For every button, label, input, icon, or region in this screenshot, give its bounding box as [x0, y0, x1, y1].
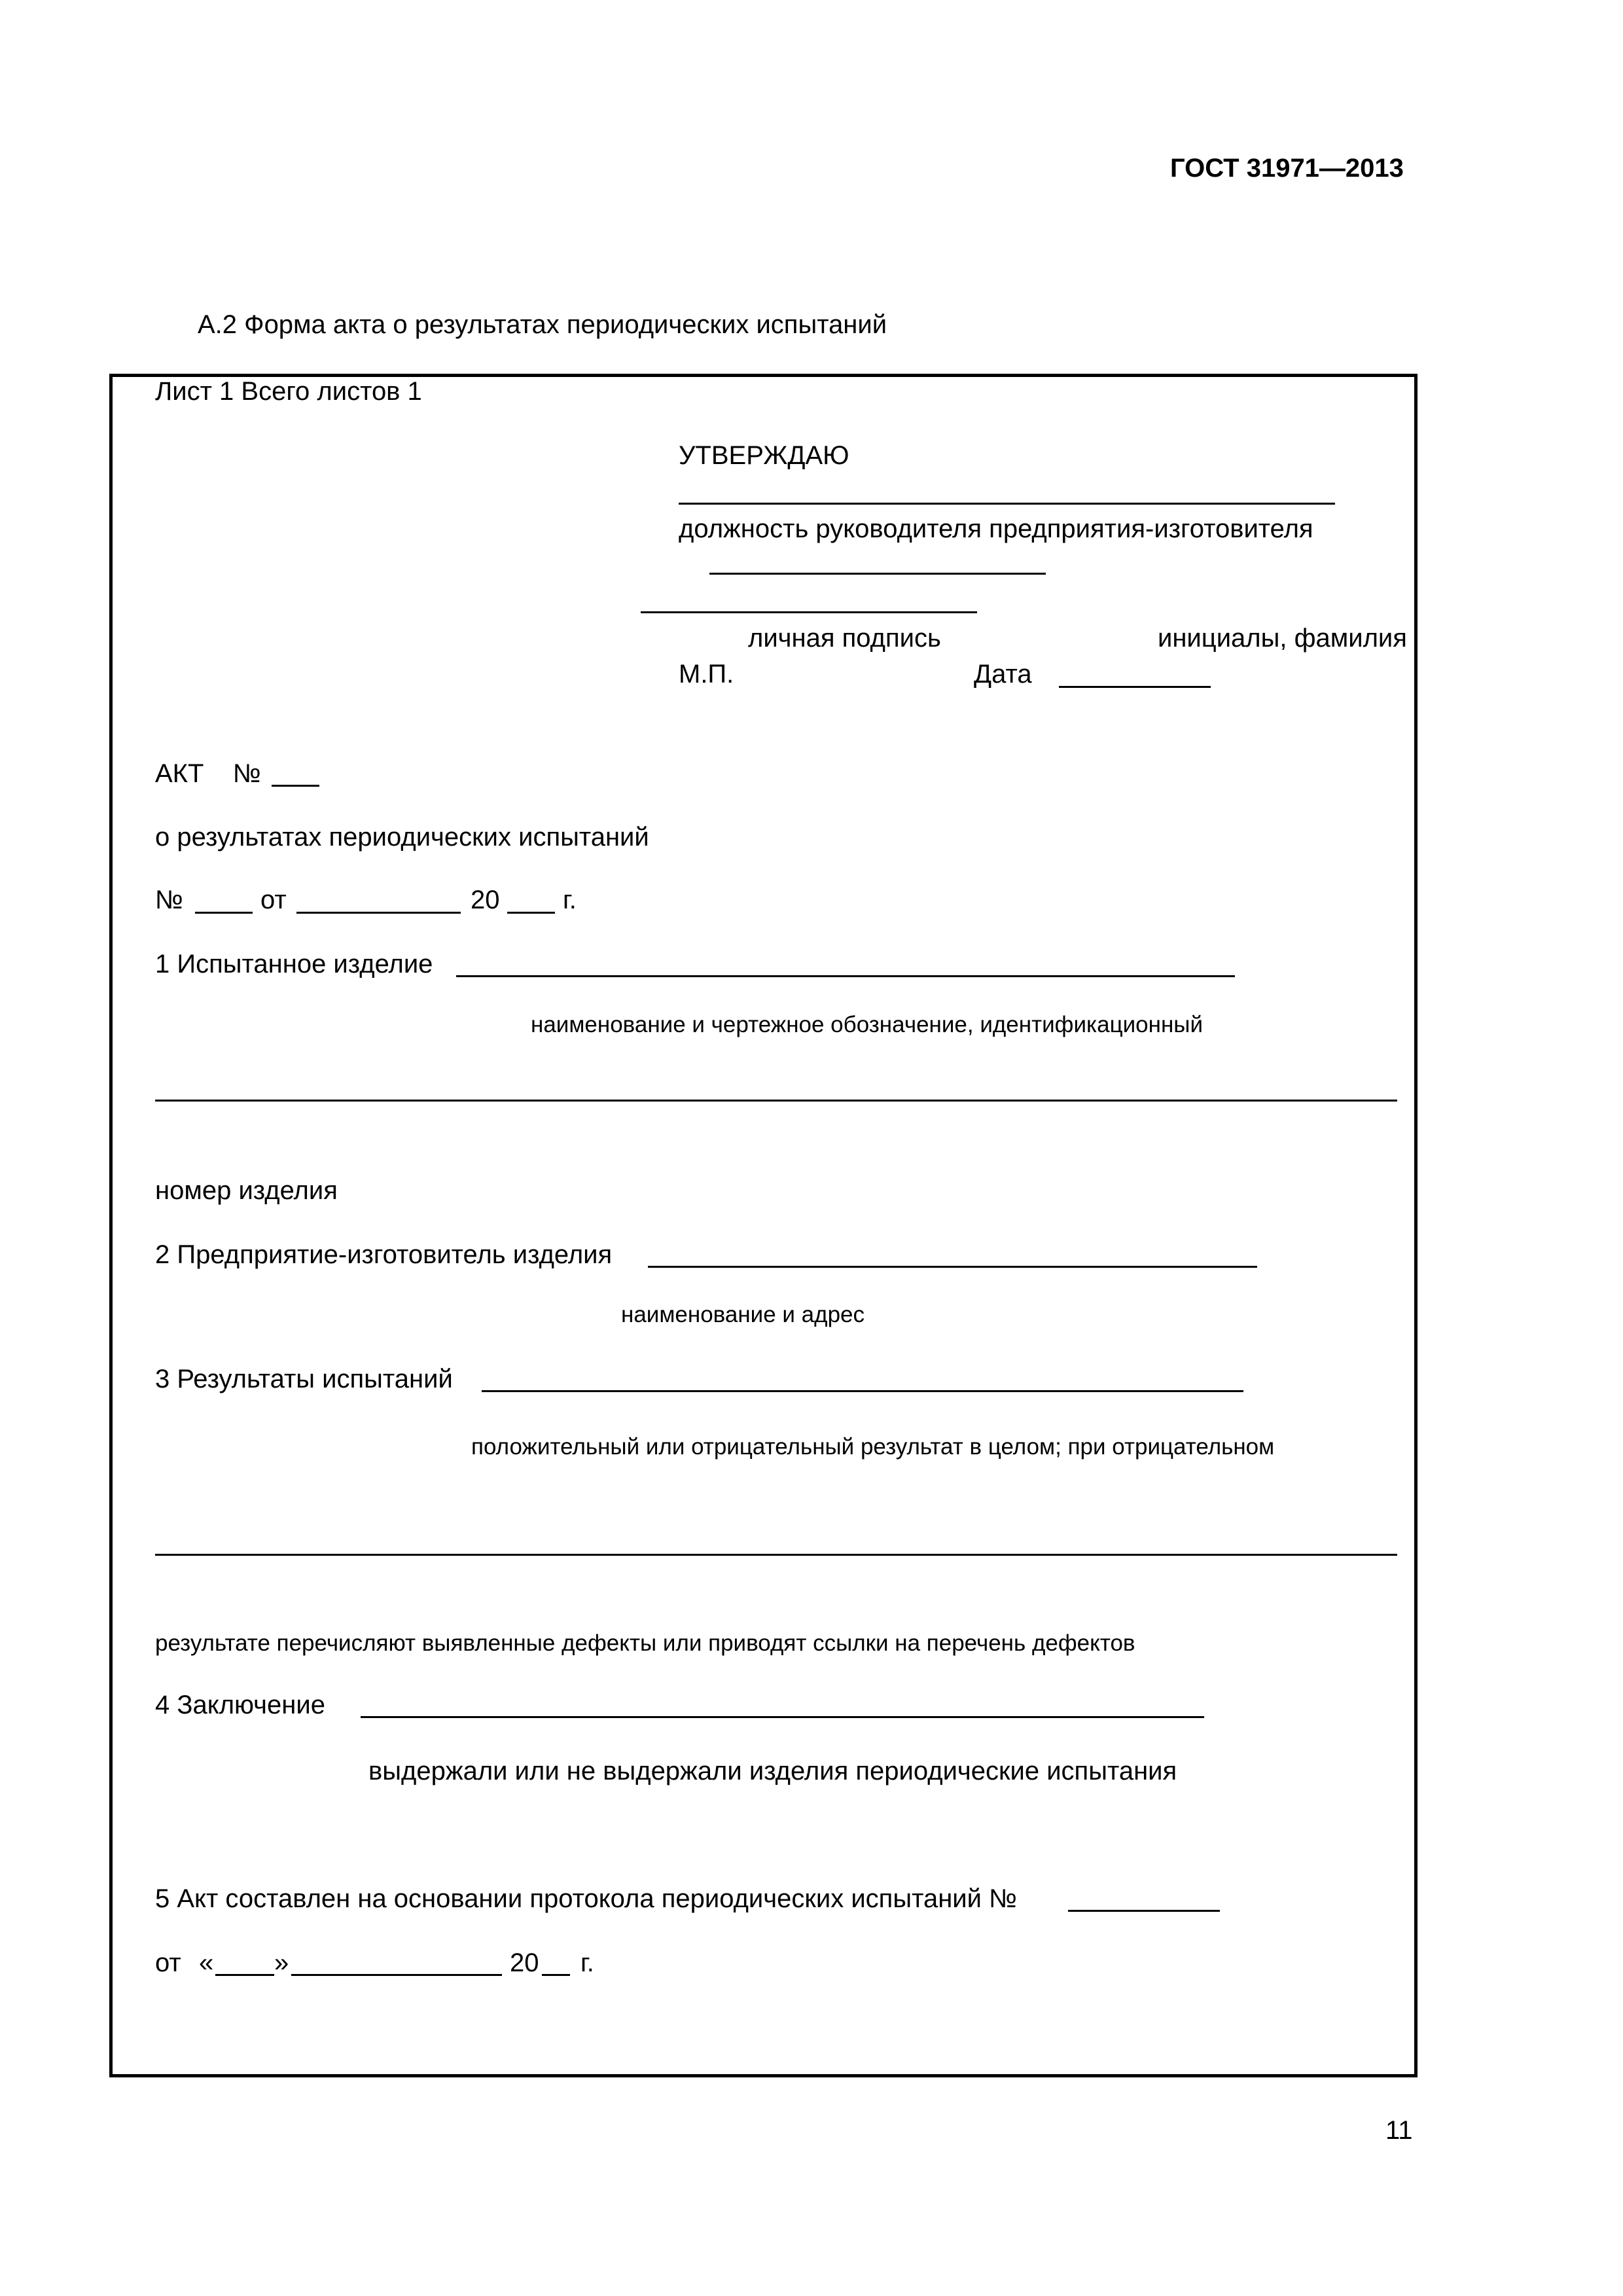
item2-caption: наименование и адрес [621, 1302, 865, 1327]
item2-label: 2 Предприятие-изготовитель изделия [155, 1240, 613, 1269]
position-blank [679, 503, 1335, 505]
date-label: Дата [974, 660, 1032, 689]
item5-year-suffix: г. [580, 1948, 594, 1977]
day-blank [215, 1974, 274, 1976]
item4-label: 4 Заключение [155, 1691, 325, 1719]
act-title: АКТ № [155, 759, 261, 788]
signature-caption: личная подпись [748, 624, 941, 653]
item3-caption: положительный или отрицательный результат в целом; при отрицательном [471, 1434, 1275, 1460]
number-blank [195, 912, 253, 914]
name-blank [709, 573, 1046, 575]
item1-blank-2 [155, 1100, 1397, 1102]
item1-label: 1 Испытанное изделие [155, 950, 433, 978]
page-number: 11 [1385, 2116, 1413, 2145]
item5-label: 5 Акт составлен на основании протокола периодических испытаний № [155, 1884, 1017, 1913]
open-quote: « [199, 1948, 214, 1977]
item3-label: 3 Результаты испытаний [155, 1365, 453, 1393]
item5-from-label: от [155, 1948, 181, 1977]
year-suffix: г. [563, 886, 577, 914]
item3-blank [482, 1390, 1243, 1392]
protocol-number-blank [1068, 1910, 1220, 1912]
item1-caption: наименование и чертежное обозначение, идентификационный [531, 1012, 1203, 1037]
approval-title: УТВЕРЖДАЮ [679, 441, 849, 470]
item3-caption-2: результате перечисляют выявленные дефекты или приводят ссылки на перечень дефектов [155, 1630, 1135, 1656]
position-caption: должность руководителя предприятия-изготовителя [679, 514, 1313, 543]
item5-year-blank [542, 1974, 570, 1976]
act-subtitle: о результатах периодических испытаний [155, 823, 649, 852]
year-prefix: 20 [471, 886, 500, 914]
item2-blank [648, 1266, 1257, 1268]
close-quote: » [274, 1948, 289, 1977]
item1-blank [456, 975, 1235, 977]
item1-caption-2: номер изделия [155, 1176, 338, 1205]
date-blank [1059, 686, 1211, 688]
standard-designation: ГОСТ 31971—2013 [1170, 154, 1404, 183]
signature-blank [641, 611, 977, 613]
item3-blank-2 [155, 1554, 1397, 1556]
item5-year-prefix: 20 [510, 1948, 539, 1977]
year-blank [507, 912, 555, 914]
stamp-label: М.П. [679, 660, 734, 689]
number-sign: № [155, 886, 183, 914]
sheet-info: Лист 1 Всего листов 1 [155, 377, 422, 406]
section-title: А.2 Форма акта о результатах периодических испытаний [198, 310, 887, 339]
act-number-blank [272, 785, 319, 787]
item4-caption: выдержали или не выдержали изделия периодические испытания [368, 1757, 1177, 1785]
date-from-blank [296, 912, 461, 914]
item4-blank [361, 1716, 1204, 1718]
from-label: от [260, 886, 287, 914]
month-blank [291, 1974, 502, 1976]
name-caption: инициалы, фамилия [1158, 624, 1407, 653]
